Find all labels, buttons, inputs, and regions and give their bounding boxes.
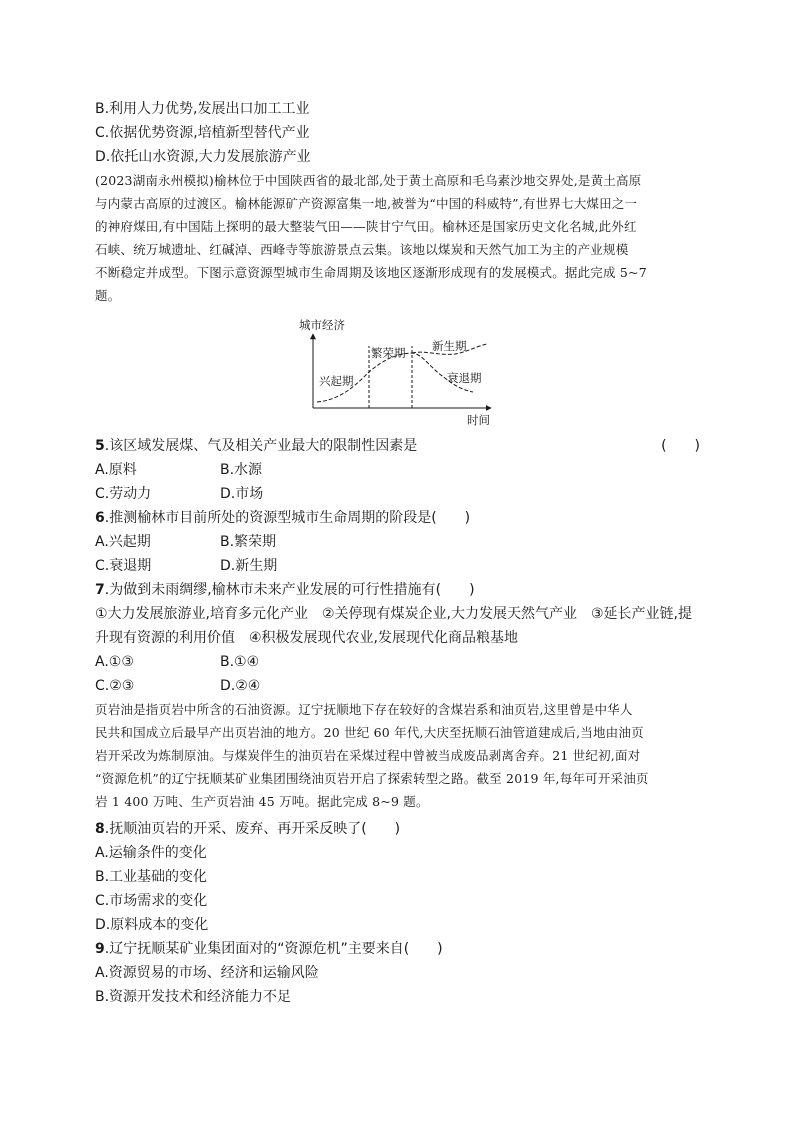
stage-label-prosperity: 繁荣期	[371, 346, 406, 360]
q9-option-a: A.资源贸易的市场、经济和运输风险	[95, 965, 319, 981]
city-life-cycle-diagram	[295, 316, 500, 428]
passage1-line-3: 的神府煤田,有中国陆上探明的最大整装气田——陕甘宁气田。榆林还是国家历史文化名城,此外红	[95, 219, 637, 234]
city-life-cycle-svg	[295, 316, 500, 428]
q6-option-d: D.新生期	[220, 558, 278, 574]
q5-option-c: C.劳动力	[95, 486, 152, 502]
q7-option-d: D.②④	[220, 678, 261, 694]
q7-option-c: C.②③	[95, 678, 135, 694]
q5-row-1	[95, 458, 263, 482]
q9-number: 9	[95, 941, 105, 957]
q7-row-1	[95, 650, 260, 674]
q7-statements-line-2: 升现有资源的利用价值 ④积极发展现代农业,发展现代化商品粮基地	[95, 630, 518, 646]
q4-option-d: D.依托山水资源,大力发展旅游产业	[95, 149, 311, 165]
y-axis-label: 城市经济	[299, 318, 345, 332]
q5-row-2	[95, 482, 264, 506]
q5-answer-paren: ( )	[661, 438, 700, 454]
x-axis-label: 时间	[467, 413, 490, 427]
q9-option-b: B.资源开发技术和经济能力不足	[95, 989, 292, 1005]
q8-stem	[95, 817, 400, 841]
q6-number: 6	[95, 510, 105, 526]
q5-stem	[95, 434, 700, 458]
q7-text: .为做到未雨绸缪,榆林市未来产业发展的可行性措施有( )	[104, 582, 475, 598]
stage-label-rise: 兴起期	[319, 374, 354, 388]
q8-option-d: D.原料成本的变化	[95, 917, 209, 933]
q6-row-1	[95, 530, 277, 554]
q8-option-b: B.工业基础的变化	[95, 869, 208, 885]
q7-stem	[95, 578, 475, 602]
q6-option-c: C.衰退期	[95, 558, 152, 574]
q6-text: .推测榆林市目前所处的资源型城市生命周期的阶段是( )	[104, 510, 471, 526]
q7-number: 7	[95, 582, 105, 598]
q6-option-a: A.兴起期	[95, 534, 151, 550]
passage2-line-5: 岩 1 400 万吨、生产页岩油 45 万吨。据此完成 8~9 题。	[95, 794, 429, 809]
q4-option-b: B.利用人力优势,发展出口加工工业	[95, 101, 310, 117]
q7-row-2	[95, 674, 261, 698]
passage2-line-4: “资源危机”的辽宁抚顺某矿业集团围绕油页岩开启了探索转型之路。截至 2019 年,每年可开采油页	[95, 771, 649, 786]
passage2-line-3: 岩开采改为炼制原油。与煤炭伴生的油页岩在采煤过程中曾被当成废品剥离舍弃。21 世纪初,面对	[95, 748, 641, 763]
stage-label-rebirth: 新生期	[432, 339, 467, 353]
q8-option-a: A.运输条件的变化	[95, 845, 207, 861]
q7-option-a: A.①③	[95, 654, 134, 670]
q6-option-b: B.繁荣期	[220, 534, 277, 550]
q5-option-d: D.市场	[220, 486, 264, 502]
q9-stem	[95, 937, 443, 961]
q9-text: .辽宁抚顺某矿业集团面对的“资源危机”主要来自( )	[104, 941, 443, 957]
stage-label-decline: 衰退期	[447, 371, 482, 385]
q6-row-2	[95, 554, 278, 578]
passage1-line-6: 题。	[95, 288, 121, 303]
passage2-line-1: 页岩油是指页岩中所含的石油资源。辽宁抚顺地下存在较好的含煤岩系和油页岩,这里曾是中华人	[95, 702, 633, 717]
q8-option-c: C.市场需求的变化	[95, 893, 208, 909]
q6-stem	[95, 506, 470, 530]
q5-number: 5	[95, 438, 105, 454]
passage2-line-2: 民共和国成立后最早产出页岩油的地方。20 世纪 60 年代,大庆至抚顺石油管道建成后,当地由油页	[95, 725, 644, 740]
passage1-line-1: (2023湖南永州模拟)榆林位于中国陕西省的最北部,处于黄土高原和毛乌素沙地交界处,是黄土高原	[95, 173, 642, 188]
q8-text: .抚顺油页岩的开采、废弃、再开采反映了( )	[104, 821, 401, 837]
q8-number: 8	[95, 821, 105, 837]
q7-option-b: B.①④	[220, 654, 260, 670]
q4-option-c: C.依据优势资源,培植新型替代产业	[95, 125, 310, 141]
q7-statements-line-1: ①大力发展旅游业,培育多元化产业 ②关停现有煤炭企业,大力发展天然气产业 ③延长产业链,提	[95, 606, 693, 622]
passage1-line-4: 石峡、统万城遗址、红碱淖、西峰寺等旅游景点云集。该地以煤炭和天然气加工为主的产业规模	[95, 242, 629, 257]
q5-option-b: B.水源	[220, 462, 263, 478]
q5-option-a: A.原料	[95, 462, 137, 478]
passage1-line-2: 与内蒙古高原的过渡区。榆林能源矿产资源富集一地,被誉为“中国的科威特”,有世界七大煤田之一	[95, 196, 638, 211]
q5-text: .该区域发展煤、气及相关产业最大的限制性因素是	[104, 438, 418, 454]
passage1-line-5: 不断稳定并成型。下图示意资源型城市生命周期及该地区逐渐形成现有的发展模式。据此完成 5~7	[95, 265, 647, 280]
